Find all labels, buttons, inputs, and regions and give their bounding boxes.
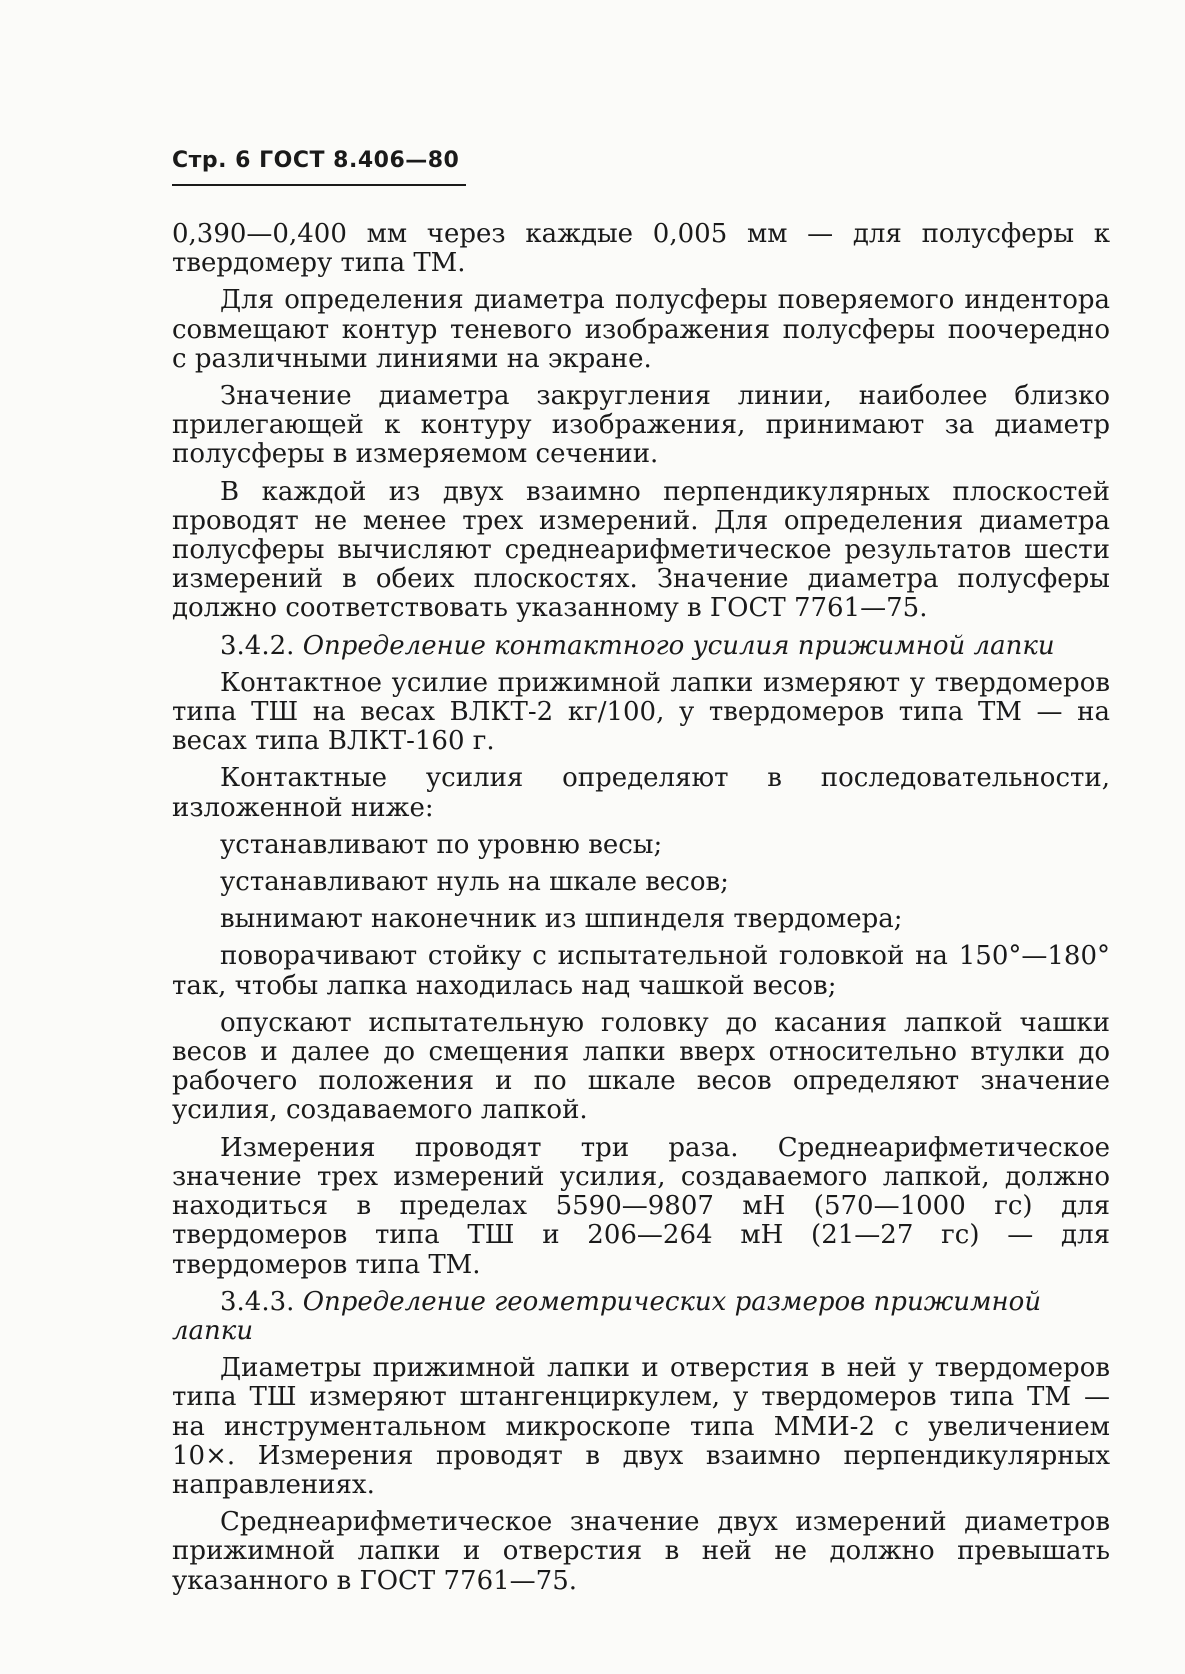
list-item: устанавливают нуль на шкале весов; [220, 867, 729, 898]
page-header: Стр. 6 ГОСТ 8.406—80 [172, 148, 460, 173]
paragraph: Контактные усилия определяют в последовательности, изложенной ниже: [172, 763, 1110, 823]
list-item: поворачивают стойку с испытательной головкой на 150°—180° так, чтобы лапка находилась над чашкой весов; [172, 941, 1110, 1001]
section-heading-3-4-3 [172, 1288, 1110, 1346]
header-divider [172, 184, 466, 186]
paragraph-continuation: 0,390—0,400 мм через каждые 0,005 мм — для полусферы к твердомеру типа ТМ. [172, 219, 1110, 279]
section-title: Определение контактного усилия прижимной лапки [302, 630, 1055, 661]
section-title: Определение геометрических размеров прижимной лапки [172, 1286, 1042, 1346]
paragraph: Для определения диаметра полусферы поверяемого индентора совмещают контур теневого изображения полусферы поочередно с различными линиями на экране. [172, 285, 1110, 374]
section-heading-3-4-2 [172, 632, 1110, 661]
paragraph: Диаметры прижимной лапки и отверстия в ней у твердомеров типа ТШ измеряют штангенциркулем, у твердомеров типа ТМ — на инструментальном микроскопе типа ММИ-2 с увеличением 10×. Измерения проводят в двух взаимно перпендикулярных направлениях. [172, 1353, 1110, 1500]
paragraph: Контактное усилие прижимной лапки измеряют у твердомеров типа ТШ на весах ВЛКТ-2 кг/100, у твердомеров типа ТМ — на весах типа ВЛКТ-160 г. [172, 667, 1110, 757]
list-item: устанавливают по уровню весы; [220, 829, 663, 860]
section-number: 3.4.2. [220, 630, 295, 661]
paragraph: Измерения проводят три раза. Среднеарифметическое значение трех измерений усилия, создаваемого лапкой, должно находиться в пределах 5590—9807 мН (570—1000 гс) для твердомеров типа ТШ и 206—264 мН (21—27 гс) — для твердомеров типа ТМ. [172, 1132, 1110, 1280]
paragraph: Значение диаметра закругления линии, наиболее близко прилегающей к контуру изображения, принимают за диаметр полусферы в измеряемом сечении. [172, 381, 1110, 470]
paragraph: Среднеарифметическое значение двух измерений диаметров прижимной лапки и отверстия в ней не должно превышать указанного в ГОСТ 7761—75. [172, 1507, 1110, 1596]
section-number: 3.4.3. [220, 1286, 295, 1317]
list-item: опускают испытательную головку до касания лапкой чашки весов и далее до смещения лапки вверх относительно втулки до рабочего положения и по шкале весов определяют значение усилия, создаваемого лапкой. [172, 1007, 1110, 1126]
list-item: вынимают наконечник из шпинделя твердомера; [220, 904, 903, 935]
document-body [172, 220, 1110, 1604]
paragraph: В каждой из двух взаимно перпендикулярных плоскостей проводят не менее трех измерений. Для определения диаметра полусферы вычисляют среднеарифметическое результатов шести измерений в обеих плоскостях. Значение диаметра полусферы должно соответствовать указанному в ГОСТ 7761—75. [172, 476, 1110, 624]
